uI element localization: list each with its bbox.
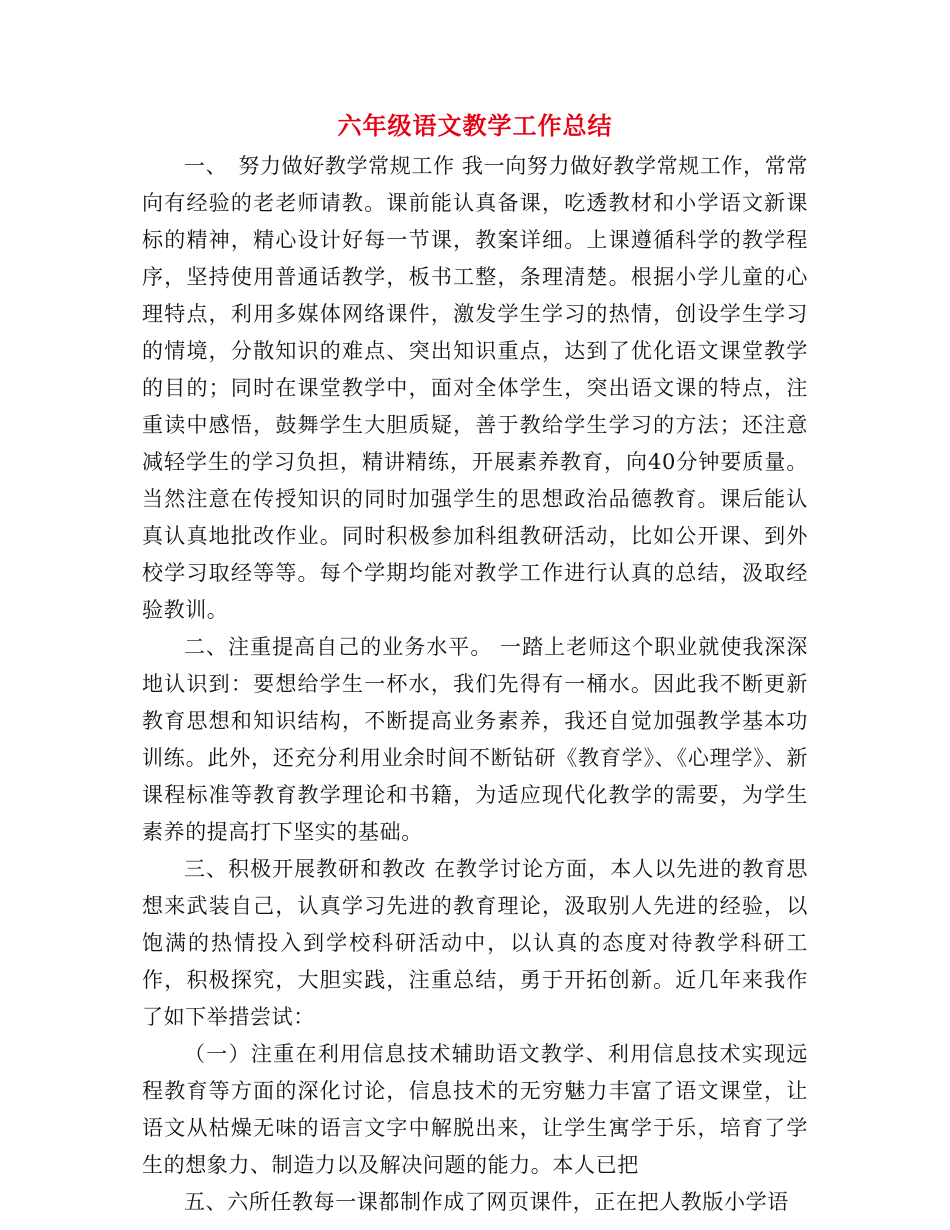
paragraph-routine-work: 一、 努力做好教学常规工作 我一向努力做好教学常规工作，常常向有经验的老老师请教。课前能认真备课，吃透教材和小学语文新课标的精神，精心设计好每一节课，教案详细。上课遵循科学的教学程序，坚持使用普通话教学，板书工整，条理清楚。根据小学儿童的心理特点，利用多媒体网络课件，激发学生学习的热情，创设学生学习的情境，分散知识的难点、突出知识重点，达到了优化语文课堂教学的目的；同时在课堂教学中，面对全体学生，突出语文课的特点，注重读中感悟，鼓舞学生大胆质疑，善于教给学生学习的方法；还注意减轻学生的学习负担，精讲精练，开展素养教育，向40分钟要质量。当然注意在传授知识的同时加强学生的思想政治品德教育。课后能认真认真地批改作业。同时积极参加科组教研活动，比如公开课、到外校学习取经等等。每个学期均能对教学工作进行认真的总结，汲取经验教训。 — [142, 154, 808, 622]
paragraph-teaching-research: 三、积极开展教研和教改 在教学讨论方面，本人以先进的教育思想来武装自己，认真学习先进的教育理论，汲取别人先进的经验，以饱满的热情投入到学校科研活动中，以认真的态度对待教学科研工作，积极探究，大胆实践，注重总结，勇于开拓创新。近几年来我作了如下举措尝试： — [142, 857, 808, 1029]
document-title: 六年级语文教学工作总结 — [337, 111, 613, 140]
paragraph-professional-level: 二、注重提高自己的业务水平。 一踏上老师这个职业就使我深深地认识到：要想给学生一杯水，我们先得有一桶水。因此我不断更新教育思想和知识结构，不断提高业务素养，我还自觉加强教学基本功训练。此外，还充分利用业余时间不断钻研《教育学》、《心理学》、新课程标准等教育教学理论和书籍，为适应现代化教学的需要，为学生素养的提高打下坚实的基础。 — [142, 635, 808, 844]
document-body — [142, 148, 808, 1221]
paragraph-information-technology: （一）注重在利用信息技术辅助语文教学、利用信息技术实现远程教育等方面的深化讨论，信息技术的无穷魅力丰富了语文课堂，让语文从枯燥无味的语言文字中解脱出来，让学生寓学于乐，培育了学生的想象力、制造力以及解决问题的能力。本人已把 — [142, 1042, 808, 1177]
paragraph-courseware: 五、六所任教每一课都制作成了网页课件，正在把人教版小学语 — [184, 1190, 789, 1214]
